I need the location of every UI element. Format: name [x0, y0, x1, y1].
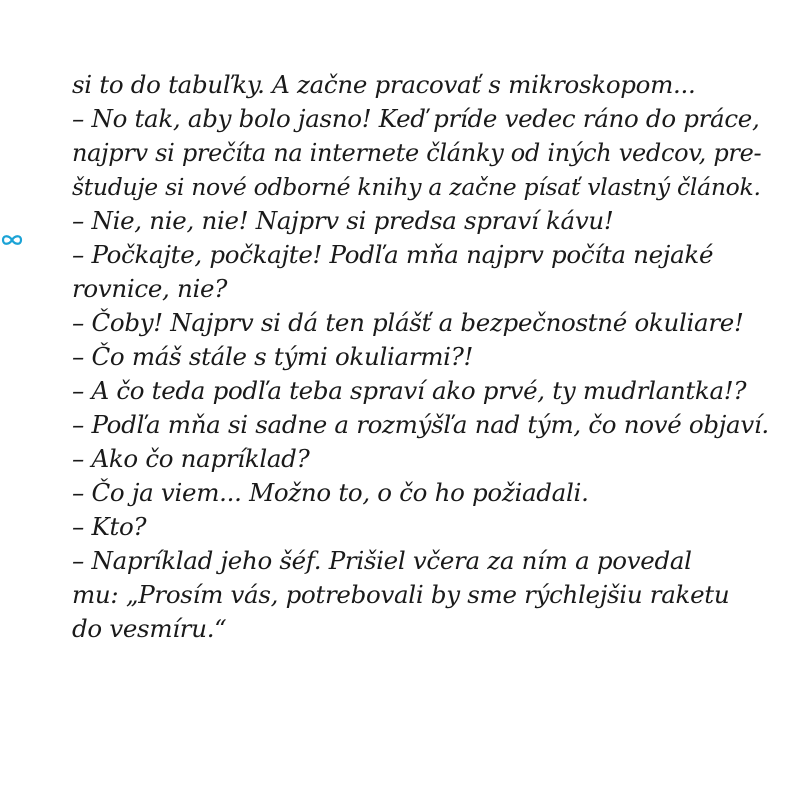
text-line: – Čo máš stále s tými okuliarmi?! — [72, 342, 474, 371]
text-line: – Čo ja viem... Možno to, o čo ho požiadali. — [72, 478, 589, 507]
text-line: – No tak, aby bolo jasno! Keď príde vedec ráno do práce, — [72, 104, 760, 133]
text-line: do vesmíru.“ — [72, 614, 227, 643]
infinity-icon — [0, 230, 24, 250]
text-line: – Napríklad jeho šéf. Prišiel včera za ním a povedal — [72, 546, 692, 575]
text-line: – Nie, nie, nie! Najprv si predsa spraví kávu! — [72, 206, 614, 235]
text-line: mu: „Prosím vás, potrebovali by sme rýchlejšiu raketu — [72, 580, 730, 609]
text-line: – A čo teda podľa teba spraví ako prvé, ty mudrlantka!? — [72, 376, 747, 405]
text-line: najprv si prečíta na internete články od iných vedcov, pre- — [72, 139, 762, 167]
text-line: – Ako čo napríklad? — [72, 444, 310, 473]
text-line: – Kto? — [72, 512, 147, 541]
text-line: študuje si nové odborné knihy a začne písať vlastný článok. — [72, 173, 761, 201]
dialogue-text — [72, 68, 769, 646]
text-line: rovnice, nie? — [72, 274, 228, 303]
text-line: si to do tabuľky. A začne pracovať s mikroskopom... — [72, 70, 696, 99]
text-line: – Podľa mňa si sadne a rozmýšľa nad tým, čo nové objaví. — [72, 410, 769, 439]
text-line: – Počkajte, počkajte! Podľa mňa najprv počíta nejaké — [72, 240, 714, 269]
text-line: – Čoby! Najprv si dá ten plášť a bezpečnostné okuliare! — [72, 308, 744, 337]
